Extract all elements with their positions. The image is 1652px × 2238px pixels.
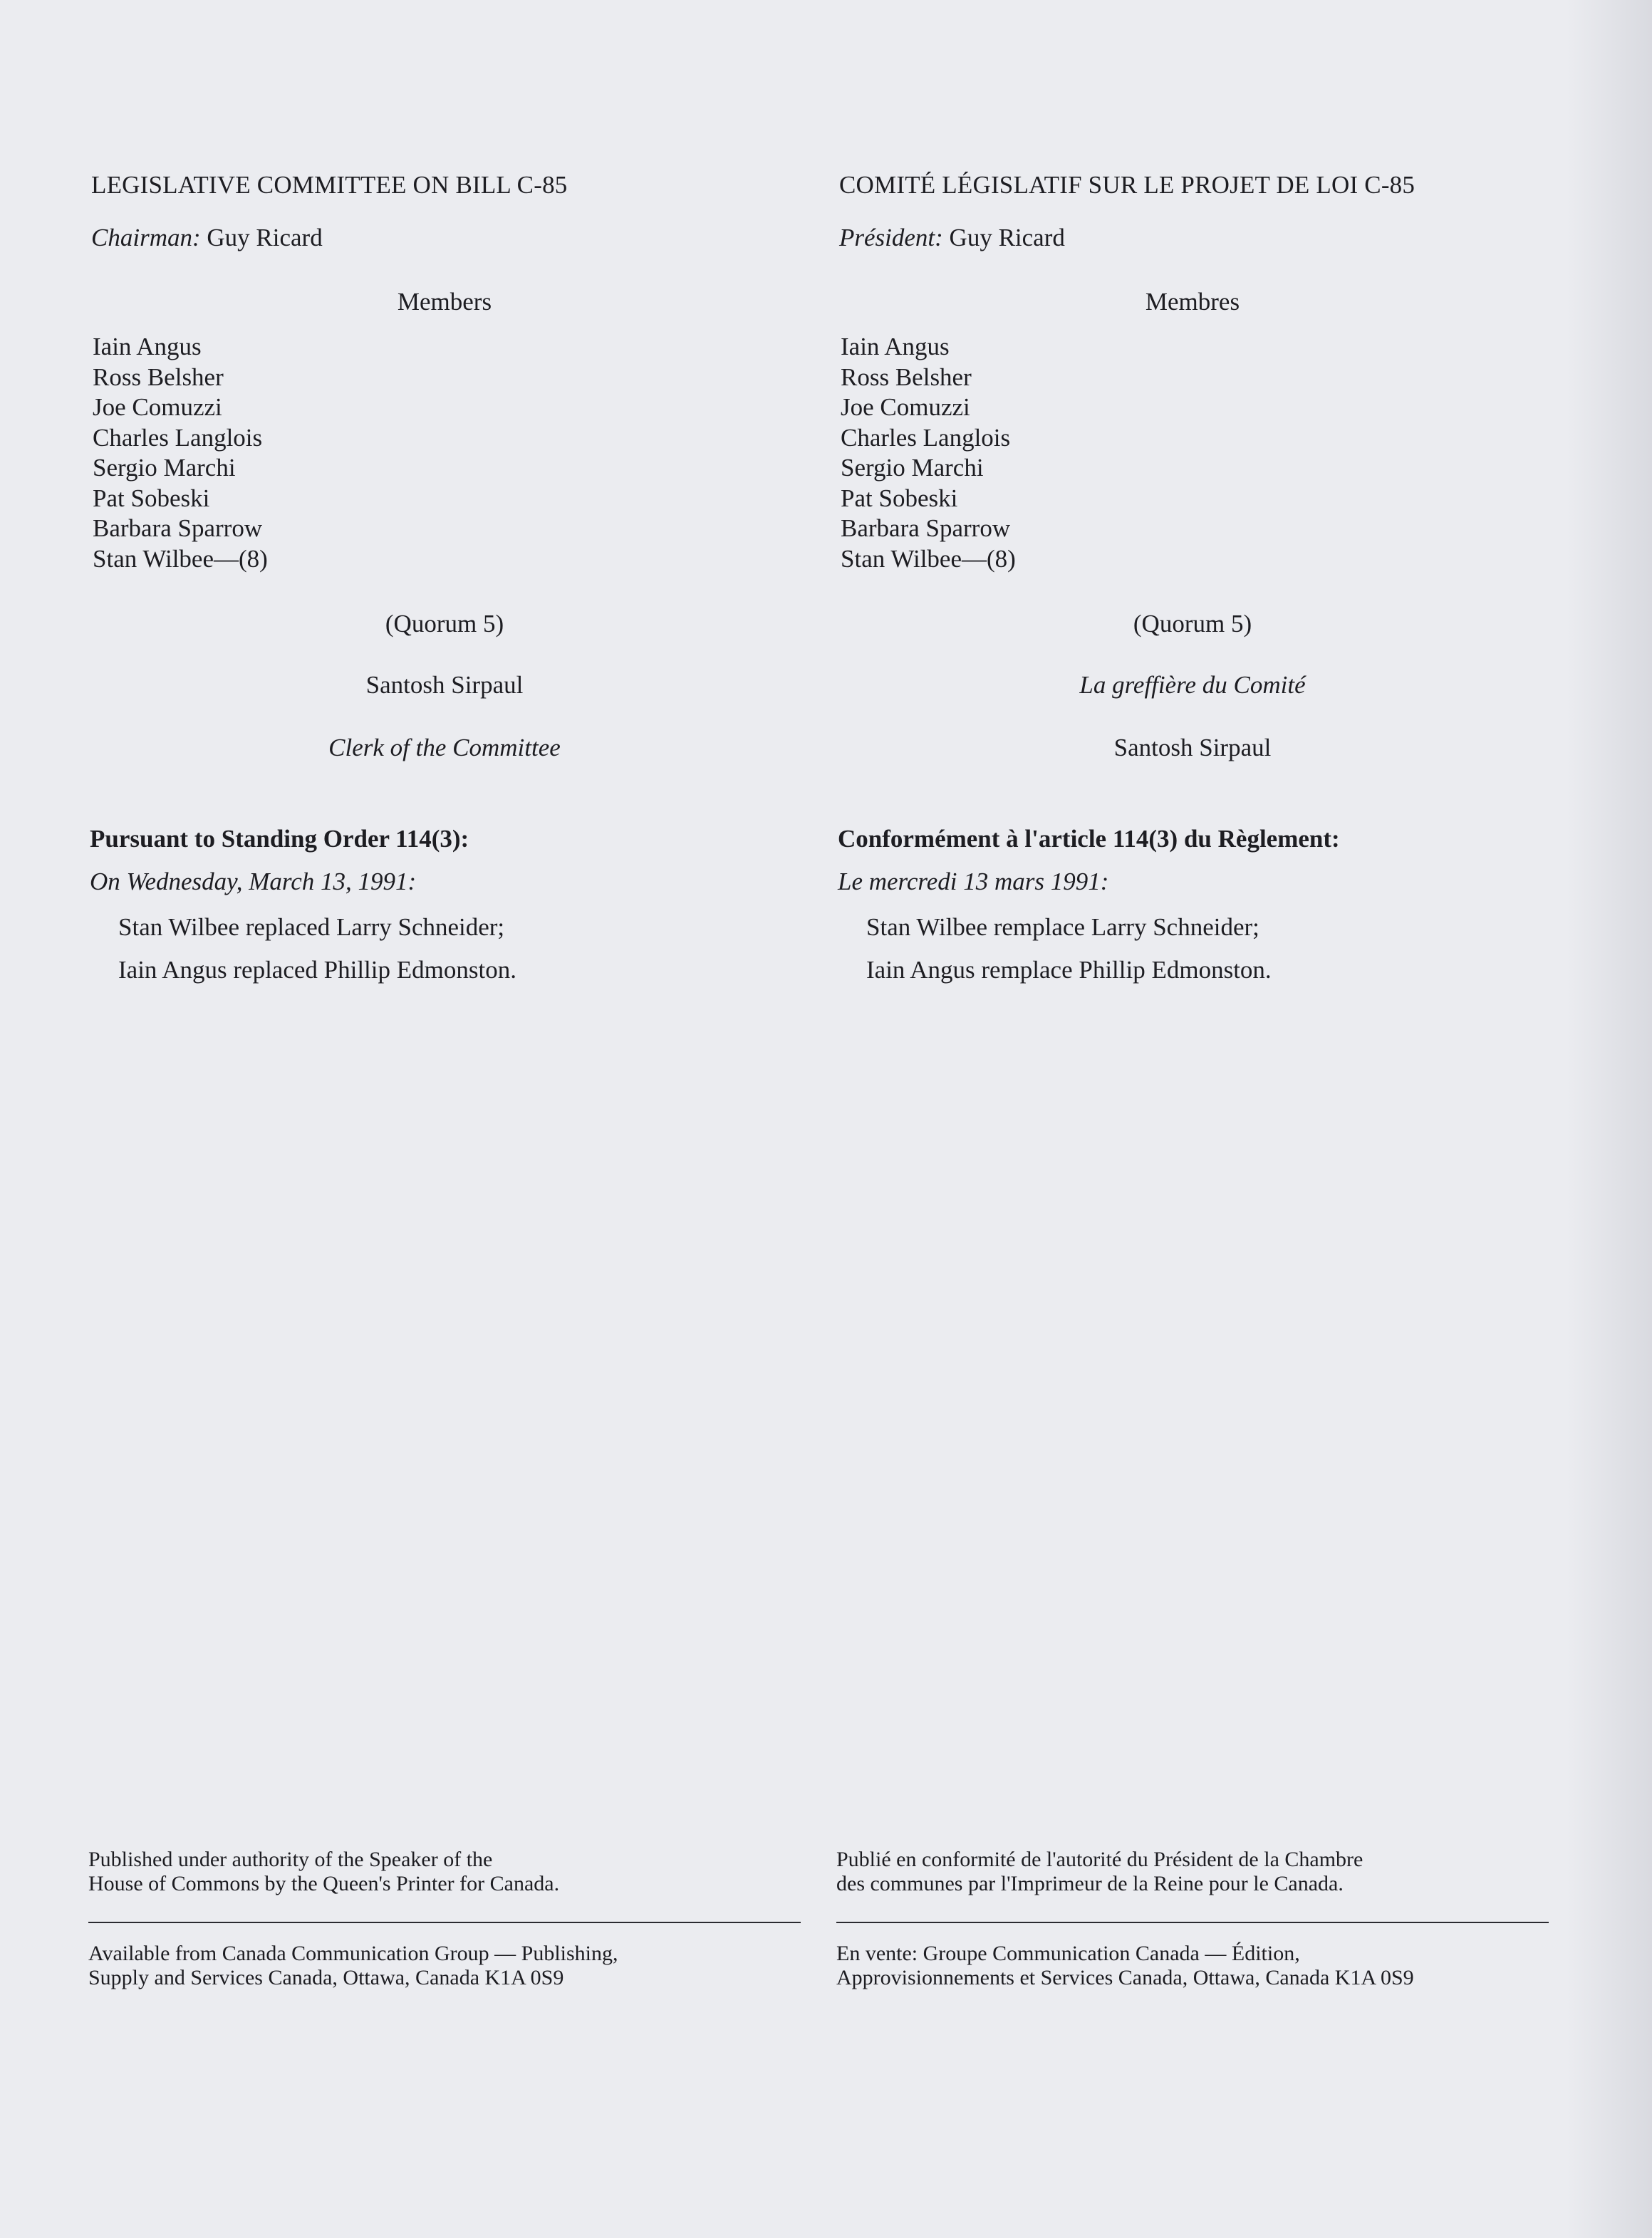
chairman-name: Guy Ricard <box>207 224 323 251</box>
published-line: des communes par l'Imprimeur de la Reine pour le Canada. <box>836 1872 1344 1895</box>
membership-change: Iain Angus replaced Phillip Edmonston. <box>118 956 516 984</box>
availability-line: En vente: Groupe Communication Canada — Édition, <box>836 1942 1300 1965</box>
member-item: Ross Belsher <box>93 363 224 391</box>
divider-rule <box>88 1922 801 1923</box>
member-item: Charles Langlois <box>93 423 263 452</box>
member-item: Pat Sobeski <box>841 484 958 512</box>
published-line: House of Commons by the Queen's Printer for Canada. <box>88 1872 560 1895</box>
member-item: Pat Sobeski <box>93 484 210 512</box>
clerk-title: Clerk of the Committee <box>328 734 561 761</box>
member-item: Charles Langlois <box>841 423 1011 452</box>
members-title: Membres <box>1145 288 1240 316</box>
committee-heading: COMITÉ LÉGISLATIF SUR LE PROJET DE LOI C-85 <box>839 171 1415 199</box>
order-date: On Wednesday, March 13, 1991: <box>90 868 417 895</box>
clerk-title: La greffière du Comité <box>1079 671 1306 699</box>
published-notice <box>836 1848 1363 1896</box>
availability-line: Available from Canada Communication Group — Publishing, <box>88 1942 618 1965</box>
member-item: Ross Belsher <box>841 363 972 391</box>
members-list <box>93 332 268 574</box>
divider-rule <box>836 1922 1549 1923</box>
standing-order-title: Conformément à l'article 114(3) du Règlement: <box>838 825 1340 853</box>
member-item: Joe Comuzzi <box>93 393 222 421</box>
published-line: Publié en conformité de l'autorité du Président de la Chambre <box>836 1848 1363 1871</box>
quorum-note: (Quorum 5) <box>385 610 504 637</box>
clerk-name: Santosh Sirpaul <box>365 671 524 699</box>
availability-line: Approvisionnements et Services Canada, Ottawa, Canada K1A 0S9 <box>836 1966 1414 1989</box>
member-item: Sergio Marchi <box>93 454 236 482</box>
chairman-name: Guy Ricard <box>949 224 1065 251</box>
chairman-line <box>91 224 323 252</box>
member-item: Stan Wilbee—(8) <box>93 544 268 573</box>
availability-line: Supply and Services Canada, Ottawa, Canada K1A 0S9 <box>88 1966 564 1989</box>
members-title: Members <box>397 288 492 316</box>
member-item: Barbara Sparrow <box>93 514 263 542</box>
published-line: Published under authority of the Speaker of the <box>88 1848 493 1871</box>
member-item: Iain Angus <box>93 333 202 360</box>
member-item: Joe Comuzzi <box>841 393 970 421</box>
standing-order-title: Pursuant to Standing Order 114(3): <box>90 825 469 853</box>
page-edge-shadow <box>1567 0 1652 2238</box>
member-item: Stan Wilbee—(8) <box>841 544 1016 573</box>
clerk-name: Santosh Sirpaul <box>1113 734 1272 761</box>
chairman-line <box>839 224 1065 252</box>
chairman-role: Chairman: <box>91 224 201 251</box>
published-notice <box>88 1848 559 1896</box>
chairman-role: Président: <box>839 224 943 251</box>
members-list <box>841 332 1016 574</box>
member-item: Sergio Marchi <box>841 454 984 482</box>
quorum-note: (Quorum 5) <box>1133 610 1252 637</box>
availability-notice <box>88 1942 618 1990</box>
availability-notice <box>836 1942 1414 1990</box>
order-date: Le mercredi 13 mars 1991: <box>838 868 1109 895</box>
member-item: Iain Angus <box>841 333 950 360</box>
committee-heading: LEGISLATIVE COMMITTEE ON BILL C-85 <box>91 171 568 199</box>
membership-change: Stan Wilbee remplace Larry Schneider; <box>866 913 1259 941</box>
membership-change: Stan Wilbee replaced Larry Schneider; <box>118 913 505 941</box>
membership-change: Iain Angus remplace Phillip Edmonston. <box>866 956 1272 984</box>
member-item: Barbara Sparrow <box>841 514 1011 542</box>
